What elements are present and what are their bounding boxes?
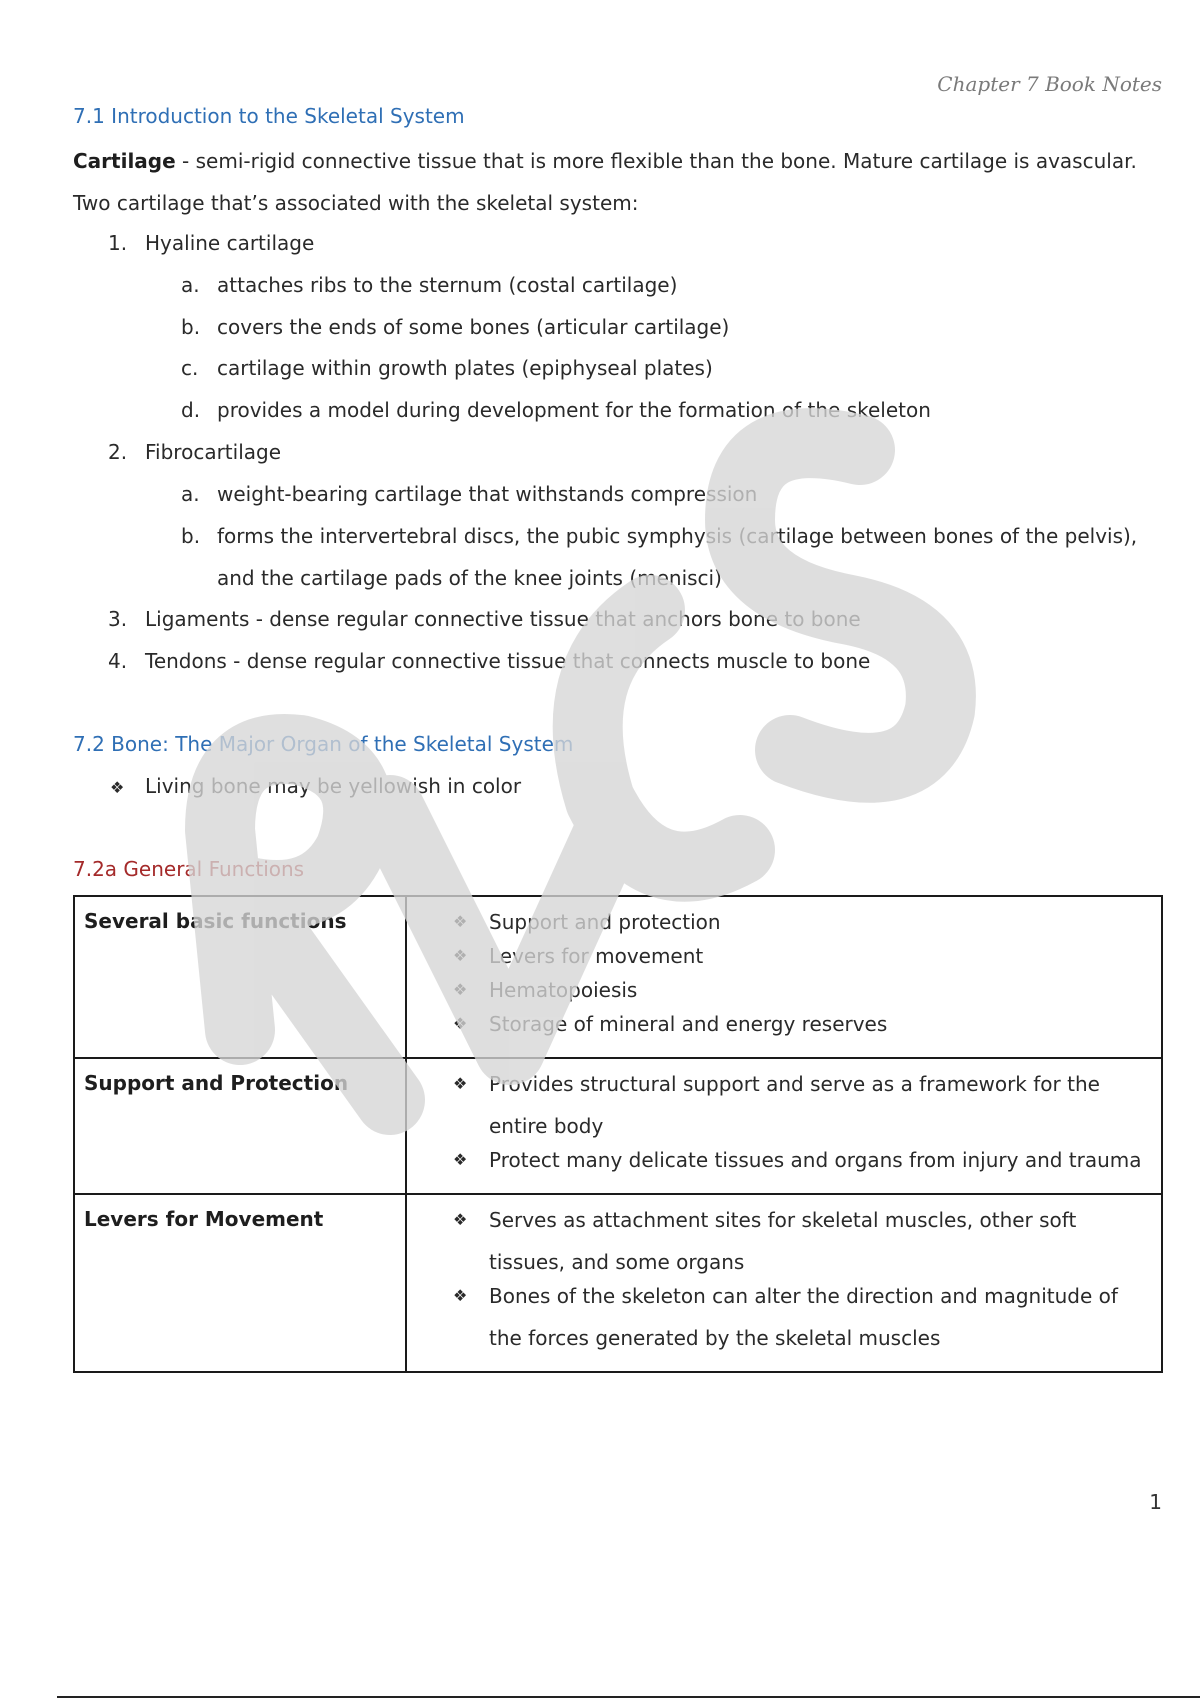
- point-text: Support and protection: [489, 910, 721, 934]
- list-item-fibrocartilage: Fibrocartilage: [145, 440, 282, 464]
- sub-item-letter: c.: [181, 356, 199, 380]
- table-row: [74, 896, 1162, 1058]
- list-item-number: 4.: [108, 649, 128, 673]
- footer-divider: [57, 1696, 1200, 1698]
- list-item: [453, 1199, 1152, 1283]
- sub-item-text: forms the intervertebral discs, the pubic symphysis (cartilage between bones of the pelvis), and the cartilage pads of the knee joints (menisci): [217, 524, 1138, 590]
- bullet-diamond-icon: ❖: [453, 1286, 468, 1305]
- point-text: Storage of mineral and energy reserves: [489, 1012, 888, 1036]
- chapter-header: Chapter 7 Book Notes: [937, 72, 1162, 96]
- list-item-number: 1.: [108, 231, 128, 255]
- sub-item-letter: d.: [181, 398, 201, 422]
- row-points: [406, 1058, 1162, 1194]
- list-item-ligaments: Ligaments - dense regular connective tissue that anchors bone to bone: [145, 607, 861, 631]
- sub-item-text: provides a model during development for the formation of the skeleton: [217, 398, 931, 422]
- point-text: Provides structural support and serve as a framework for the entire body: [489, 1072, 1100, 1138]
- table-row: [74, 1058, 1162, 1194]
- row-label: Support and Protection: [74, 1058, 406, 1194]
- page-number: 1: [1149, 1490, 1162, 1514]
- list-item: [453, 1003, 1152, 1045]
- point-text: Hematopoiesis: [489, 978, 638, 1002]
- list-item: [453, 1275, 1152, 1359]
- bullet-diamond-icon: ❖: [453, 1150, 468, 1169]
- bullet-diamond-icon: ❖: [110, 778, 125, 797]
- bullet-diamond-icon: ❖: [453, 1210, 468, 1229]
- section-7-2a-heading: 7.2a General Functions: [73, 857, 305, 881]
- bullet-diamond-icon: ❖: [453, 1074, 468, 1093]
- bullet-text: Living bone may be yellowish in color: [145, 774, 522, 798]
- row-points: [406, 896, 1162, 1058]
- list-item-hyaline: Hyaline cartilage: [145, 231, 315, 255]
- bullet-diamond-icon: ❖: [453, 946, 468, 965]
- list-item: [453, 1139, 1152, 1181]
- point-text: Protect many delicate tissues and organs from injury and trauma: [489, 1148, 1142, 1172]
- cartilage-definition-text: - semi-rigid connective tissue that is more flexible than the bone. Mature cartilage is avascular. Two cartilage that’s associated with the skeletal system:: [73, 149, 1137, 215]
- list-item-tendons: Tendons - dense regular connective tissue that connects muscle to bone: [145, 649, 871, 673]
- functions-table: [73, 895, 1163, 1373]
- row-points: [406, 1194, 1162, 1372]
- table-row: [74, 1194, 1162, 1372]
- cartilage-definition: [73, 140, 1158, 224]
- point-text: Serves as attachment sites for skeletal muscles, other soft tissues, and some organs: [489, 1208, 1077, 1274]
- sub-item-text: weight-bearing cartilage that withstands compression: [217, 482, 758, 506]
- list-item-number: 3.: [108, 607, 128, 631]
- point-text: Bones of the skeleton can alter the direction and magnitude of the forces generated by the skeletal muscles: [489, 1284, 1118, 1350]
- sub-item-letter: a.: [181, 482, 200, 506]
- cartilage-term: Cartilage: [73, 149, 176, 173]
- point-text: Levers for movement: [489, 944, 704, 968]
- section-7-1-heading: 7.1 Introduction to the Skeletal System: [73, 104, 465, 128]
- sub-item-text: covers the ends of some bones (articular cartilage): [217, 315, 730, 339]
- list-item: [453, 1063, 1152, 1147]
- row-label: Levers for Movement: [74, 1194, 406, 1372]
- sub-item-letter: a.: [181, 273, 200, 297]
- section-7-2-heading: 7.2 Bone: The Major Organ of the Skeletal System: [73, 732, 574, 756]
- sub-item-text: attaches ribs to the sternum (costal cartilage): [217, 273, 678, 297]
- sub-item-letter: b.: [181, 315, 201, 339]
- sub-item-letter: b.: [181, 524, 201, 548]
- row-label: Several basic functions: [74, 896, 406, 1058]
- sub-item-text: cartilage within growth plates (epiphyseal plates): [217, 356, 713, 380]
- bullet-diamond-icon: ❖: [453, 980, 468, 999]
- list-item-number: 2.: [108, 440, 128, 464]
- bullet-diamond-icon: ❖: [453, 1014, 468, 1033]
- bullet-diamond-icon: ❖: [453, 912, 468, 931]
